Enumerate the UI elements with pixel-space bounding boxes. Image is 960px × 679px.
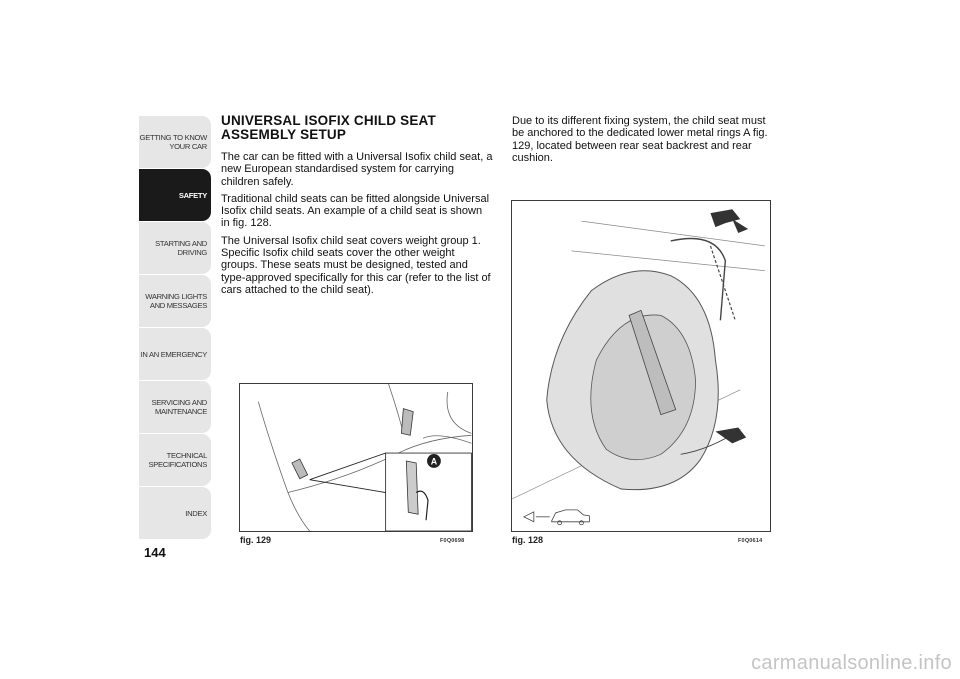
tab-safety[interactable]: SAFETY <box>139 169 211 221</box>
main-column <box>221 114 493 301</box>
tab-servicing-and-maintenance[interactable]: SERVICING AND MAINTENANCE <box>139 381 211 433</box>
car-direction-icon <box>524 510 589 525</box>
child-seat-illustration <box>512 201 770 531</box>
paragraph: The Universal Isofix child seat covers weight group 1. Specific Isofix child seats cover the other weight groups. These seats must be designed, tested and type-approved specifically for this car (refer to the list of cars attached to the child seat). <box>221 234 491 296</box>
second-column <box>512 115 780 169</box>
paragraph: Due to its different fixing system, the child seat must be anchored to the dedicated lower metal rings A fig. 129, located between rear seat backrest and rear cushion. <box>512 115 768 164</box>
figure-code: F0Q0698 <box>440 538 465 544</box>
figure-child-seat <box>511 200 771 532</box>
page-number: 144 <box>144 545 166 560</box>
tab-in-an-emergency[interactable]: IN AN EMERGENCY <box>139 328 211 380</box>
watermark: carmanualsonline.info <box>751 652 952 674</box>
paragraph: Traditional child seats can be fitted alongside Universal Isofix child seats. An example of a child seat is shown in fig. 128. <box>221 192 490 230</box>
tab-technical-specifications[interactable]: TECHNICAL SPECIFICATIONS <box>139 434 211 486</box>
figure-code: F0Q0614 <box>738 538 763 544</box>
section-title: UNIVERSAL ISOFIX CHILD SEAT ASSEMBLY SETUP <box>221 113 436 142</box>
tab-starting-and-driving[interactable]: STARTING AND DRIVING <box>139 222 211 274</box>
tab-getting-to-know-your-car[interactable]: GETTING TO KNOW YOUR CAR <box>139 116 211 168</box>
isofix-anchor-illustration <box>240 384 472 531</box>
tab-warning-lights-and-messages[interactable]: WARNING LIGHTS AND MESSAGES <box>139 275 211 327</box>
figure-caption: fig. 129 <box>240 535 272 545</box>
figure-isofix-anchor <box>239 383 473 532</box>
tab-index[interactable]: INDEX <box>139 487 211 539</box>
paragraph: The car can be fitted with a Universal Isofix child seat, a new European standardised system for carrying children safely. <box>221 151 493 188</box>
arrow-icon <box>732 219 748 233</box>
figure-caption: fig. 128 <box>512 535 544 545</box>
marker-a-label: A <box>430 456 438 467</box>
